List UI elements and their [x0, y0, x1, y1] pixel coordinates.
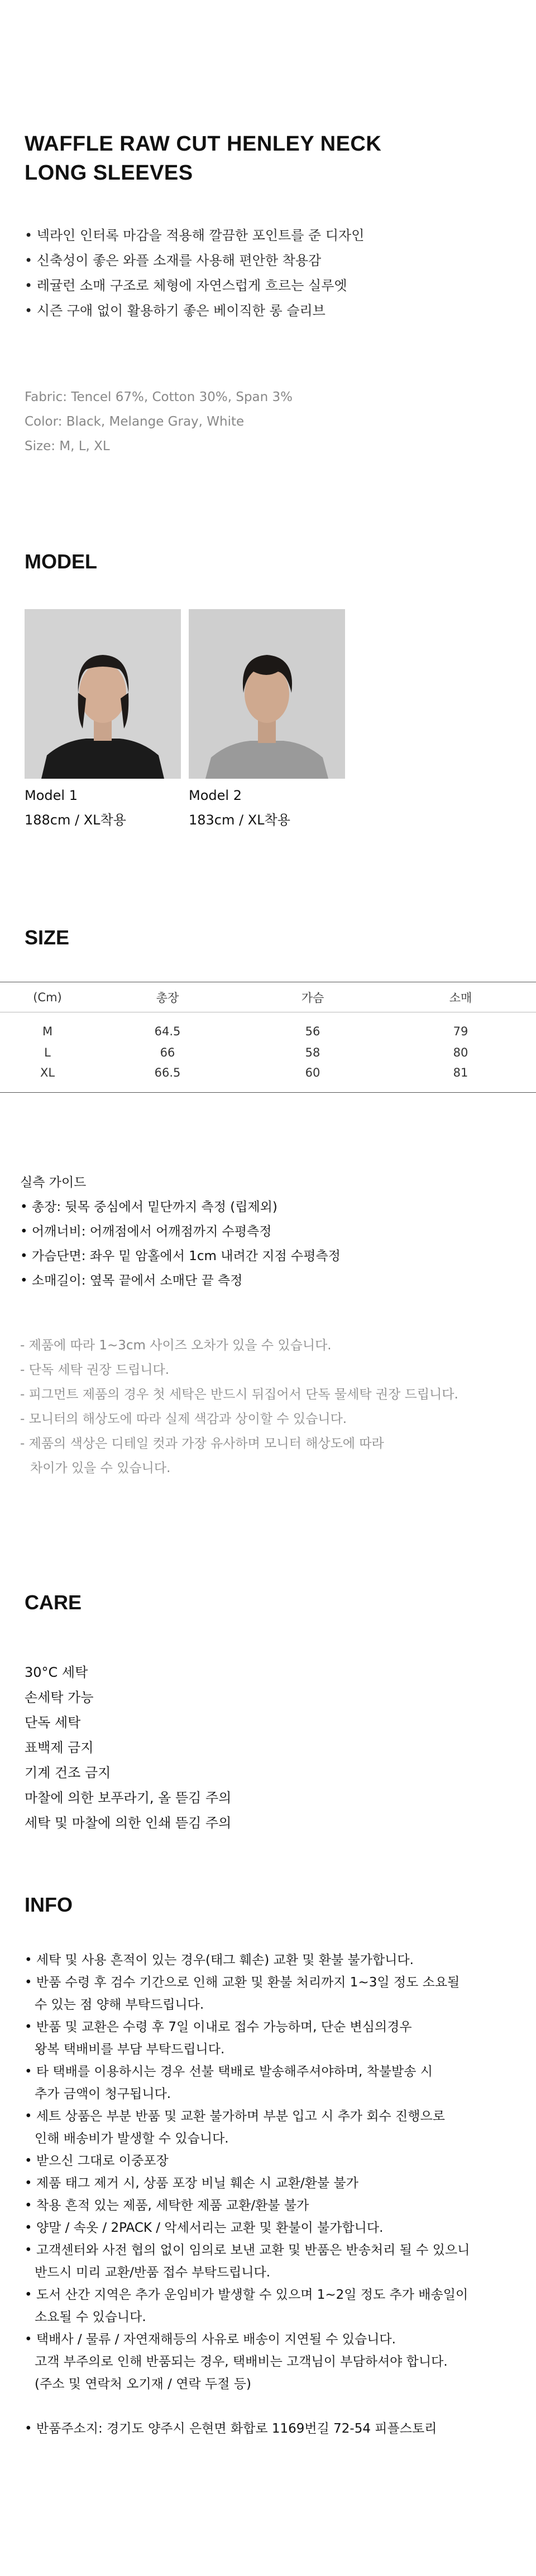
size-table-header-row	[0, 982, 536, 1012]
table-row	[0, 1039, 536, 1066]
size-header-chest: 가슴	[240, 982, 385, 1012]
product-title-line-2: LONG SLEEVES	[25, 161, 193, 185]
feature-list	[25, 223, 505, 324]
measurement-guide	[20, 1170, 517, 1293]
size-header-length: 총장	[95, 982, 240, 1012]
guide-item: • 어깨너비: 어깨점에서 어깨점까지 수평측정	[20, 1224, 272, 1239]
info-item-line: 반드시 미리 교환/반품 접수 부탁드립니다.	[35, 2265, 271, 2280]
size-header-unit: (Cm)	[0, 982, 95, 1012]
model-1-name: Model 1	[25, 788, 78, 803]
size-cell: 64.5	[154, 1024, 181, 1038]
size-table	[0, 982, 536, 1093]
info-item	[25, 2239, 527, 2284]
care-item: 단독 세탁	[25, 1715, 81, 1730]
info-item-line: • 반품 및 교환은 수령 후 7일 이내로 접수 가능하며, 단순 변심의경우	[25, 2020, 412, 2034]
info-item-line: • 반품 수령 후 검수 기간으로 인해 교환 및 환불 처리까지 1~3일 정도 소요될	[25, 1975, 460, 1990]
size-cell: 81	[453, 1066, 468, 1080]
note-item: - 단독 세탁 권장 드립니다.	[20, 1363, 170, 1377]
feature-item: • 신축성이 좋은 와플 소재를 사용해 편안한 착용감	[25, 253, 322, 268]
size-cell: 80	[453, 1045, 468, 1059]
care-item: 세탁 및 마찰에 의한 인쇄 뜯김 주의	[25, 1815, 232, 1831]
size-cell: M	[42, 1024, 53, 1038]
care-list	[25, 1660, 231, 1836]
info-item-line: • 세트 상품은 부분 반품 및 교환 불가하며 부분 입고 시 추가 회수 진행으로	[25, 2109, 445, 2124]
size-notes	[20, 1333, 523, 1480]
return-address: • 반품주소지: 경기도 양주시 은현면 화합로 1169번길 72-54 피플스토리	[25, 2421, 437, 2436]
info-item-line: • 착용 흔적 있는 제품, 세탁한 제품 교환/환불 불가	[25, 2198, 309, 2213]
size-cell: 79	[453, 1024, 468, 1038]
info-item	[25, 2061, 527, 2105]
info-item-line: • 제품 태그 제거 시, 상품 포장 비닐 훼손 시 교환/환불 불가	[25, 2176, 358, 2191]
model-1-caption	[25, 783, 126, 832]
product-title-line-1: WAFFLE RAW CUT HENLEY NECK	[25, 132, 382, 156]
note-item: - 모니터의 해상도에 따라 실제 색감과 상이할 수 있습니다.	[20, 1412, 347, 1426]
note-item: 차이가 있을 수 있습니다.	[30, 1461, 171, 1475]
info-item-line: (주소 및 연락처 오기재 / 연락 두절 등)	[35, 2377, 251, 2391]
info-item-line: 수 있는 점 양해 부탁드립니다.	[35, 1998, 204, 2012]
info-item-line: • 양말 / 속옷 / 2PACK / 악세서리는 교환 및 환불이 불가합니다.	[25, 2221, 384, 2235]
model-1-spec: 188cm / XL착용	[25, 812, 126, 828]
info-item-line: • 세탁 및 사용 흔적이 있는 경우(태그 훼손) 교환 및 환불 불가합니다.	[25, 1953, 414, 1967]
info-item	[25, 2150, 527, 2172]
guide-item: • 총장: 뒷목 중심에서 밑단까지 측정 (립제외)	[20, 1200, 277, 1214]
model-heading: MODEL	[25, 550, 97, 573]
model-2-name: Model 2	[189, 788, 242, 803]
info-list	[25, 1949, 527, 2440]
size-cell: XL	[40, 1066, 55, 1080]
fabric-info: Fabric: Tencel 67%, Cotton 30%, Span 3%	[25, 390, 293, 404]
info-item-line: 고객 부주의로 인해 반품되는 경우, 택배비는 고객님이 부담하셔야 합니다.	[35, 2355, 448, 2369]
size-cell: 66.5	[154, 1066, 181, 1080]
note-item: - 제품에 따라 1~3cm 사이즈 오차가 있을 수 있습니다.	[20, 1338, 332, 1353]
info-item	[25, 2016, 527, 2061]
info-item-line: 인해 배송비가 발생할 수 있습니다.	[35, 2131, 229, 2146]
info-item	[25, 1971, 527, 2016]
care-item: 손세탁 가능	[25, 1690, 94, 1705]
feature-item: • 시즌 구애 없이 활용하기 좋은 베이직한 롱 슬리브	[25, 303, 326, 319]
size-cell: 56	[305, 1024, 320, 1038]
note-item: - 제품의 색상은 디테일 컷과 가장 유사하며 모니터 해상도에 따라	[20, 1436, 384, 1451]
info-item-line: • 받으신 그대로 이중포장	[25, 2154, 169, 2168]
info-item-line: 소요될 수 있습니다.	[35, 2310, 146, 2324]
info-item	[25, 2217, 527, 2239]
model-2-spec: 183cm / XL착용	[189, 812, 290, 828]
info-item	[25, 1949, 527, 1971]
model-2-photo	[189, 609, 345, 779]
size-info: Size: M, L, XL	[25, 439, 110, 454]
info-item-line: • 도서 산간 지역은 추가 운임비가 발생할 수 있으며 1~2일 정도 추가 배송일이	[25, 2288, 468, 2302]
info-item-line: • 타 택배를 이용하시는 경우 선불 택배로 발송해주셔야하며, 착불발송 시	[25, 2064, 433, 2079]
product-title	[25, 129, 505, 187]
info-item	[25, 2194, 527, 2217]
product-specs	[25, 385, 293, 459]
table-row	[0, 1012, 536, 1039]
size-cell: 66	[160, 1045, 175, 1059]
info-item	[25, 2284, 527, 2328]
size-cell: L	[44, 1045, 51, 1059]
guide-item: • 소매길이: 옆목 끝에서 소매단 끝 측정	[20, 1273, 243, 1288]
table-row	[0, 1066, 536, 1093]
feature-item: • 레귤런 소매 구조로 체형에 자연스럽게 흐르는 실루엣	[25, 278, 347, 293]
info-item-line: 왕복 택배비를 부담 부탁드립니다.	[35, 2042, 225, 2057]
size-cell: 60	[305, 1066, 320, 1080]
model-1-photo	[25, 609, 181, 779]
spacer	[25, 2395, 527, 2418]
size-heading: SIZE	[25, 926, 70, 949]
care-item: 30°C 세탁	[25, 1665, 88, 1680]
model-2-caption	[189, 783, 290, 832]
care-item: 마찰에 의한 보푸라기, 올 뜯김 주의	[25, 1790, 232, 1806]
care-heading: CARE	[25, 1591, 82, 1614]
info-heading: INFO	[25, 1893, 73, 1916]
info-item	[25, 2328, 527, 2395]
care-item: 표백제 금지	[25, 1740, 94, 1755]
color-info: Color: Black, Melange Gray, White	[25, 414, 245, 429]
size-header-sleeve: 소매	[385, 982, 536, 1012]
feature-item: • 넥라인 인터록 마감을 적용해 깔끔한 포인트를 준 디자인	[25, 228, 365, 243]
info-item	[25, 2172, 527, 2194]
guide-title: 실측 가이드	[20, 1175, 87, 1190]
info-item-line: • 고객센터와 사전 협의 없이 임의로 보낸 교환 및 반품은 반송처리 될 수 있으니	[25, 2243, 470, 2257]
guide-item: • 가슴단면: 좌우 밑 암홀에서 1cm 내려간 지점 수평측정	[20, 1249, 341, 1263]
info-item-line: 추가 금액이 청구됩니다.	[35, 2087, 171, 2101]
info-item-line: • 택배사 / 물류 / 자연재해등의 사유로 배송이 지연될 수 있습니다.	[25, 2332, 396, 2347]
care-item: 기계 건조 금지	[25, 1765, 111, 1781]
note-item: - 피그먼트 제품의 경우 첫 세탁은 반드시 뒤집어서 단독 물세탁 권장 드립니다.	[20, 1387, 458, 1402]
size-cell: 58	[305, 1045, 320, 1059]
info-item	[25, 2105, 527, 2150]
